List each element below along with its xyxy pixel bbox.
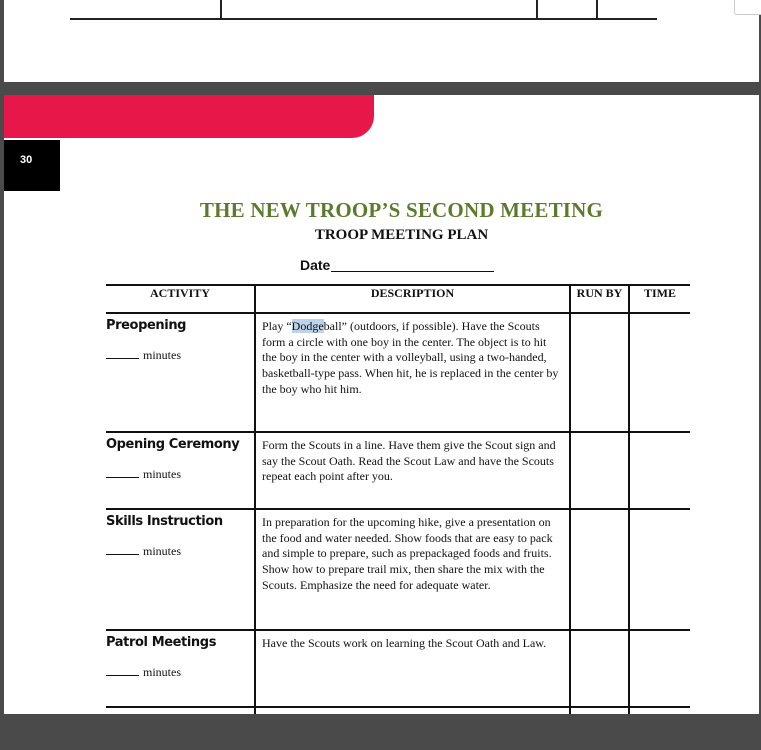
activity-name: Preopening [106, 318, 187, 333]
table-row [106, 313, 690, 432]
meeting-plan-table [106, 284, 690, 714]
time-cell [629, 313, 690, 432]
description-cell [255, 630, 570, 707]
page-title: THE NEW TROOP’S SECOND MEETING [199, 198, 604, 222]
table-divider [536, 0, 538, 19]
table-bottom-rule [70, 18, 657, 20]
previous-page [4, 0, 759, 82]
run-by-cell [570, 313, 629, 432]
table-row [106, 432, 690, 509]
time-cell [629, 432, 690, 509]
description-text[interactable]: Play “Dodgeball” (outdoors, if possible). Have the Scouts form a circle with one boy in the center. The object is to hit the boy in the center with a volleyball, using a two-handed, basketball-type pass. When hit, he is replaced in the center by the boy who hit him. [262, 319, 559, 396]
activity-cell [106, 630, 255, 707]
time-cell [629, 630, 690, 707]
description-text[interactable]: Have the Scouts work on learning the Scout Oath and Law. [262, 636, 547, 650]
description-cell [255, 707, 570, 714]
minutes-field: minutes [106, 467, 254, 482]
text-selection-highlight[interactable]: Dodge [291, 319, 324, 333]
description-text[interactable]: Form the Scouts in a line. Have them give the Scout sign and say the Scout Oath. Read the Scout Law and have the Scouts repeat each point after you. [262, 438, 556, 484]
description-cell [255, 313, 570, 432]
viewer-corner-tab[interactable] [734, 0, 761, 15]
description-text[interactable]: In preparation for the upcoming hike, give a presentation on the food and water needed. Show foods that are easy to pack and simple to prepare, such as prepackaged foods and fruits. Show how to prepare trail mix, then share the mix with the Scouts. Emphasize the need for adequate water. [262, 515, 553, 592]
table-divider [220, 0, 222, 19]
run-by-cell [570, 432, 629, 509]
activity-cell [106, 707, 255, 714]
header-banner [4, 95, 374, 138]
minutes-field: minutes [106, 544, 254, 559]
time-cell [629, 509, 690, 630]
table-header-row [106, 285, 690, 313]
minutes-field: minutes [106, 665, 254, 680]
run-by-cell [570, 509, 629, 630]
date-label: Date [300, 257, 331, 273]
activity-name: Skills Instruction [106, 514, 223, 529]
table-row [106, 707, 690, 714]
column-header-description: DESCRIPTION [255, 285, 570, 313]
run-by-cell [570, 630, 629, 707]
activity-cell [106, 509, 255, 630]
run-by-cell [570, 707, 629, 714]
table-divider [596, 0, 598, 19]
column-header-activity: ACTIVITY [106, 285, 255, 313]
page-subtitle: TROOP MEETING PLAN [314, 227, 489, 243]
description-cell [255, 509, 570, 630]
column-header-time: TIME [629, 285, 690, 313]
page-number-box [4, 140, 60, 191]
document-page [4, 95, 759, 714]
column-header-run-by: RUN BY [570, 285, 629, 313]
table-row [106, 509, 690, 630]
activity-name: Opening Ceremony [106, 437, 240, 452]
description-cell [255, 432, 570, 509]
table-row [106, 630, 690, 707]
time-cell [629, 707, 690, 714]
minutes-field: minutes [106, 348, 254, 363]
activity-cell [106, 432, 255, 509]
date-blank-line [331, 271, 494, 272]
page-number: 30 [20, 154, 33, 166]
activity-cell [106, 313, 255, 432]
activity-name: Patrol Meetings [106, 635, 217, 650]
